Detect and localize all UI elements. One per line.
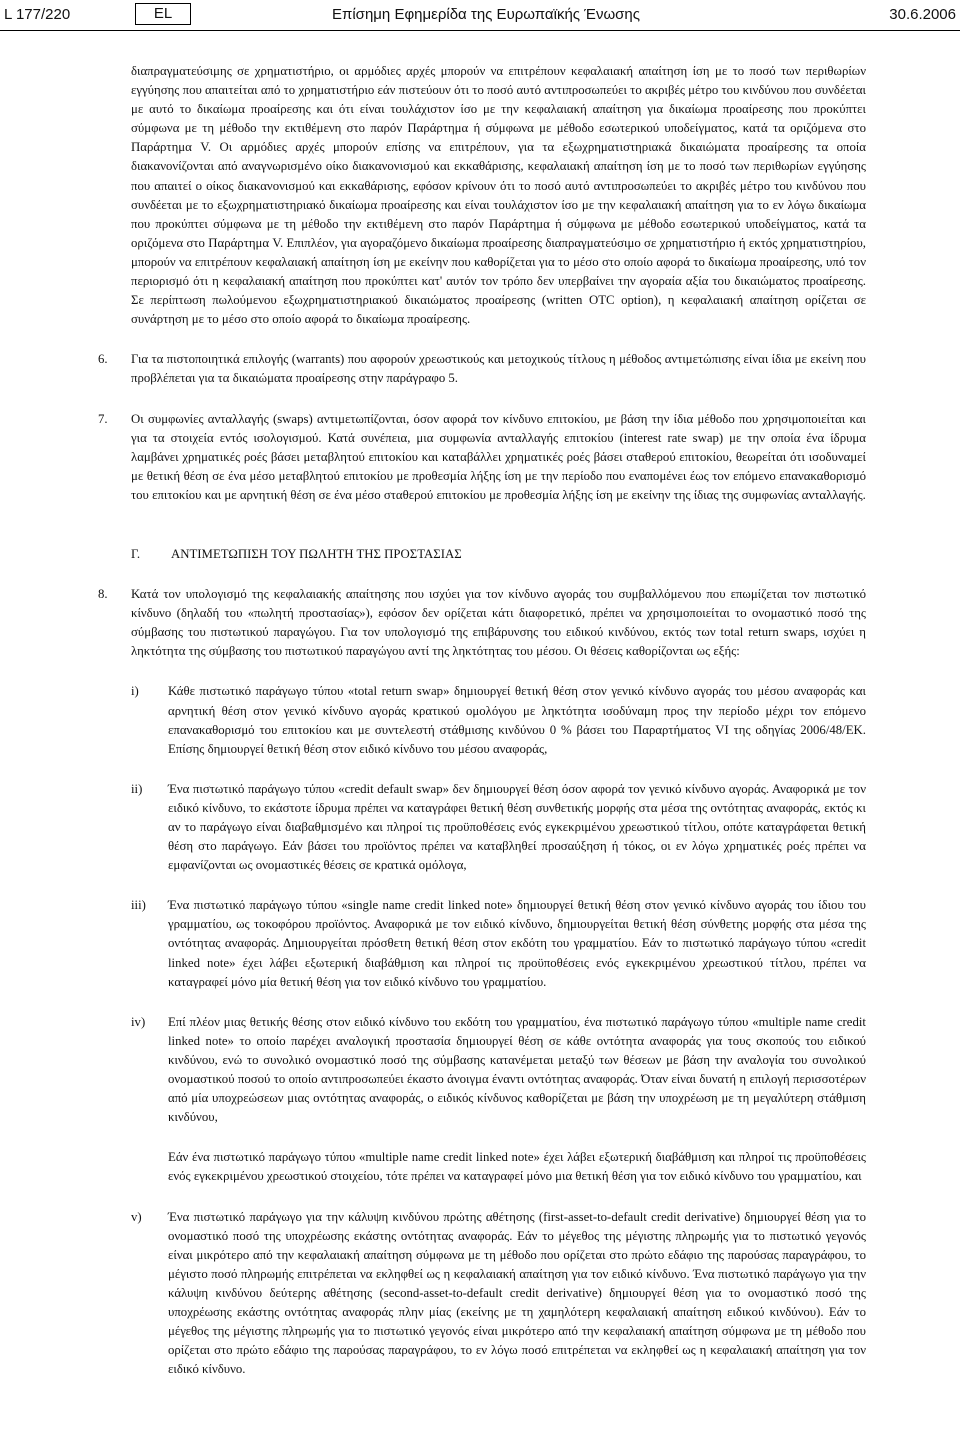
page-header [0,0,960,31]
paragraph-number: 8. [98,587,108,602]
list-item [98,780,866,875]
list-item [98,896,866,991]
list-item [98,1013,866,1128]
item-number: iii) [131,898,146,913]
publication-date: 30.6.2006 [889,6,956,23]
section-heading [98,545,866,564]
item-text: Κάθε πιστωτικό παράγωγο τύπου «total return swap» δημιουργεί θετική θέση στον γενικό κίνδυνο αγοράς του μέσου αναφοράς και αρνητική θέση στον γενικό κίνδυνο αγοράς κρατικού ομολόγου με ληκτότητα ισοδύναμη προς την περίοδο μέχρι τον επόμενο επανακαθορισμό του επιτοκίου και με συντελεστή στάθμισης κινδύνου 0 % βάσει του Παραρτήματος VI της οδηγίας 2006/48/ΕΚ. Επίσης δημιουργεί θετική θέση στον ειδικό κίνδυνο του μέσου αναφοράς, [168,684,866,756]
item-text: Ένα πιστωτικό παράγωγο τύπου «credit default swap» δεν δημιουργεί θέση όσον αφορά τον γενικό κίνδυνο αγοράς. Αναφορικά με τον ειδικό κίνδυνο, το εκάστοτε ίδρυμα πρέπει να καταγράφει θετική θέση συνθετικής μορφής στα μέσα της οντότητας αναφοράς, εκτός κι αν το παράγωγο είναι διαβαθμισμένο και πληροί τις προϋποθέσεις ενός εγκεκριμένου χρεωστικού τίτλου, οπότε καταγράφεται θετική θέση στο παράγωγο. Εάν βάσει του προϊόντος πρέπει να καταβληθεί προσαύξηση ή τόκος, οι εν λόγω χρηματικές ροές πρέπει να εμφανίζονται ως ονομαστικές θέσεις σε κρατικά ομόλογα, [168,781,866,873]
intro-paragraph: διαπραγματεύσιμης σε χρηματιστήριο, οι αρμόδιες αρχές μπορούν να επιτρέπουν κεφαλαιακή απαίτηση ίση με το ποσό των περιθωρίων εγγύησης που απαιτείται από το χρηματιστήριο εάν πιστεύουν ότι το ποσό αυτό αντιπροσωπεύει το ακριβές μέτρο του κινδύνου που συνδέεται με αυτό το δικαίωμα προαίρεσης και ότι είναι τουλάχιστον ίσο με την κεφαλαιακή απαίτηση για δικαίωμα προαίρεσης που προκύπτει σύμφωνα με τη μέθοδο την εκτιθέμενη στο παρόν Παράρτημα ή σύμφωνα με μέθοδο εσωτερικού υποδείγματος, κατά τα οριζόμενα στο Παράρτημα V. Οι αρμόδιες αρχές μπορούν επίσης να επιτρέπουν, για τα εξωχρηματιστηριακά δικαιώματα προαίρεσης τα οποία διακανονίζονται από αναγνωρισμένο οίκο διακανονισμού και εκκαθάρισης, κεφαλαιακή απαίτηση ίση με το ποσό των περιθωρίων εγγύησης που απαιτεί ο οίκος διακανονισμού και εκκαθάρισης, εφόσον κρίνουν ότι το ποσό αυτό αντιπροσωπεύει το ακριβές μέτρο του κινδύνου που συνδέεται με το εξωχρηματιστηριακό δικαίωμα προαίρεσης και είναι τουλάχιστον ίσο με την κεφαλαιακή απαίτηση για το εν λόγω δικαίωμα που προκύπτει σύμφωνα με τη μέθοδο την εκτιθέμενη στο παρόν Παράρτημα ή σύμφωνα με μέθοδο εσωτερικού υποδείγματος, κατά τα οριζόμενα στο Παράρτημα V. Επιπλέον, για αγοραζόμενο δικαίωμα προαίρεσης διαπραγματεύσιμο σε χρηματιστήριο ή εκτός χρηματιστηρίου, μπορούν να επιτρέπουν κεφαλαιακή απαίτηση ίση με εκείνην που καθορίζεται για το μέσο στο οποίο αφορά το δικαίωμα προαίρεσης, υπό τον περιορισμό ότι η κεφαλαιακή απαίτηση που προκύπτει κατ' αυτόν τον τρόπο δεν υπερβαίνει την αγοραία αξία του δικαιώματος προαίρεσης. Σε περίπτωση πωλούμενου εξωχρηματιστηριακού δικαιώματος προαίρεσης (written OTC option), η κεφαλαιακή απαίτηση ορίζεται σε συνάρτηση με το μέσο στο οποίο αφορά το δικαίωμα προαίρεσης. [131,64,866,327]
paragraph-text: Οι συμφωνίες ανταλλαγής (swaps) αντιμετωπίζονται, όσον αφορά τον κίνδυνο επιτοκίου, με βάση την ίδια μέθοδο που χρησιμοποιείται και για τα στοιχεία εντός ισολογισμού. Κατά συνέπεια, μια συμφωνία ανταλλαγής επιτοκίου (interest rate swap) με την οποία ένα ίδρυμα λαμβάνει χρηματικές ροές βάσει μεταβλητού επιτοκίου και καταβάλλει χρηματικές ροές βάσει σταθερού επιτοκίου, θεωρείται ότι ισοδυναμεί με θετική θέση σε ένα μέσο μεταβλητού επιτοκίου με προθεσμία λήξης ίση με την περίοδο που εναπομένει έως τον επόμενο επανακαθορισμό του επιτοκίου και με αρνητική θέση σε ένα μέσο σταθερού επιτοκίου με προθεσμία λήξης ίση με εκείνην της ίδιας της συμφωνίας ανταλλαγής. [131,411,866,502]
item-number: i) [131,684,139,699]
item-text: Επί πλέον μιας θετικής θέσης στον ειδικό κίνδυνο του εκδότη του γραμματίου, ένα πιστωτικό παράγωγο τύπου «multiple name credit linked note» το οποίο παρέχει αναλογική προστασία δημιουργεί θέση σε κάθε οντότητα αναφοράς για τους σκοπούς του ειδικού κινδύνου, ενώ το συνολικό ονομαστικό ποσό της σύμβασης κατανέμεται μεταξύ των θέσεων με βάση την αναλογία του συνολικού ονομαστικού ποσού το οποίο αντιπροσωπεύει έκαστο άνοιγμα έναντι οντότητας αναφοράς. Όταν είναι δυνατή η επιλογή περισσοτέρων από μία υποχρεώσεων μιας οντότητας αναφοράς, ο ειδικός κίνδυνος καθορίζεται με βάση την υποχρέωση με τη μεγαλύτερη στάθμιση κινδύνου, [168,1014,866,1125]
item-continuation: Εάν ένα πιστωτικό παράγωγο τύπου «multiple name credit linked note» έχει λάβει εξωτερική διαβάθμιση και πληροί τις προϋποθέσεις ενός εγκεκριμένου χρεωστικού στοιχείου, τότε πρέπει να καταγραφεί μόνο μια θετική θέση για τον ειδικό κίνδυνο του γραμματίου, και [168,1150,866,1184]
paragraph-7 [98,410,866,505]
paragraph-number: 7. [98,411,108,426]
paragraph-number: 6. [98,352,108,367]
paragraph-text: Για τα πιστοποιητικά επιλογής (warrants) που αφορούν χρεωστικούς και μετοχικούς τίτλους η μέθοδος αντιμετώπισης είναι ίδια με εκείνη που προβλέπεται για τα δικαιώματα προαίρεσης στην παράγραφο 5. [131,352,866,386]
item-text: Ένα πιστωτικό παράγωγο για την κάλυψη κινδύνου πρώτης αθέτησης (first-asset-to-default credit derivative) δημιουργεί θέση για το ονομαστικό ποσό της υποχρέωσης εκάστης οντότητας αναφοράς. Εάν το μέγεθος της μέγιστης πληρωμής για το πιστωτικό γεγονός είναι μικρότερο από την κεφαλαιακή απαίτηση σύμφωνα με τη μέθοδο που ορίζεται στο πρώτο εδάφιο της παρούσας παραγράφου, το μέγιστο ποσό πληρωμής επιτρέπεται να εκληφθεί ως η κεφαλαιακή απαίτηση για τον ειδικό κίνδυνο. Ένα πιστωτικό παράγωγο για την κάλυψη κινδύνου δεύτερης αθέτησης (second-asset-to-default credit derivative) δημιουργεί θέση για το ονομαστικό ποσό της υποχρέωσης εκάστης οντότητας αναφοράς πλην μίας (εκείνης με τη χαμηλότερη κεφαλαιακή απαίτηση ειδικού κινδύνου). Εάν το μέγεθος της μέγιστης πληρωμής για το πιστωτικό γεγονός είναι μικρότερο από την κεφαλαιακή απαίτηση σύμφωνα με τη μέθοδο που ορίζεται στο πρώτο εδάφιο της παρούσας παραγράφου, το εν λόγω ποσό επιτρέπεται να εκληφθεί ως η κεφαλαιακή απαίτηση για τον ειδικό κίνδυνο. [168,1209,866,1377]
item-number: iv) [131,1014,146,1029]
list-item [98,682,866,758]
page-reference: L 177/220 [4,6,71,23]
paragraph-text: Κατά τον υπολογισμό της κεφαλαιακής απαίτησης που ισχύει για τον κίνδυνο αγοράς του συμβαλλόμενου που επωμίζεται τον πιστωτικό κίνδυνο (δηλαδή του «πωλητή προστασίας»), εφόσον δεν ορίζεται κάτι διαφορετικό, πρέπει να χρησιμοποιείται το ονομαστικό ποσό της σύμβασης του πιστωτικού παραγώγου. Για τον υπολογισμό της επιβάρυνσης του ειδικού κινδύνου, εκτός των total return swaps, ισχύει η ληκτότητα της σύμβασης του πιστωτικού παραγώγου αντί της ληκτότητας του μέσου. Οι θέσεις καθορίζονται ως εξής: [131,587,866,659]
item-number: v) [131,1209,142,1224]
item-text: Ένα πιστωτικό παράγωγο τύπου «single name credit linked note» δημιουργεί θετική θέση στον γενικό κίνδυνο αγοράς του ίδιου του γραμματίου, ως τοκοφόρου προϊόντος. Αναφορικά με τον ειδικό κίνδυνο, δημιουργείται θετική θέση σύνθετης μορφής στα μέσα της οντότητας αναφοράς. Δημιουργείται πρόσθετη θετική θέση στον εκδότη του γραμματίου. Εάν το πιστωτικό παράγωγο τύπου «credit linked note» έχει λάβει εξωτερική διαβάθμιση και πληροί τις προϋποθέσεις ενός εγκεκριμένου χρεωστικού τίτλου, πρέπει να καταγραφεί μόνο μία θετική θέση για τον ειδικό κίνδυνο του γραμματίου. [168,898,866,989]
language-code-box: EL [135,3,191,25]
list-item [98,1208,866,1380]
journal-title: Επίσημη Εφημερίδα της Ευρωπαϊκής Ένωσης [332,6,640,23]
document-body [98,62,866,1379]
paragraph-6 [98,350,866,388]
section-title: ΑΝΤΙΜΕΤΩΠΙΣΗ ΤΟΥ ΠΩΛΗΤΗ ΤΗΣ ΠΡΟΣΤΑΣΙΑΣ [171,546,462,561]
section-letter: Γ. [131,546,141,561]
paragraph-8 [98,585,866,661]
item-number: ii) [131,781,143,796]
